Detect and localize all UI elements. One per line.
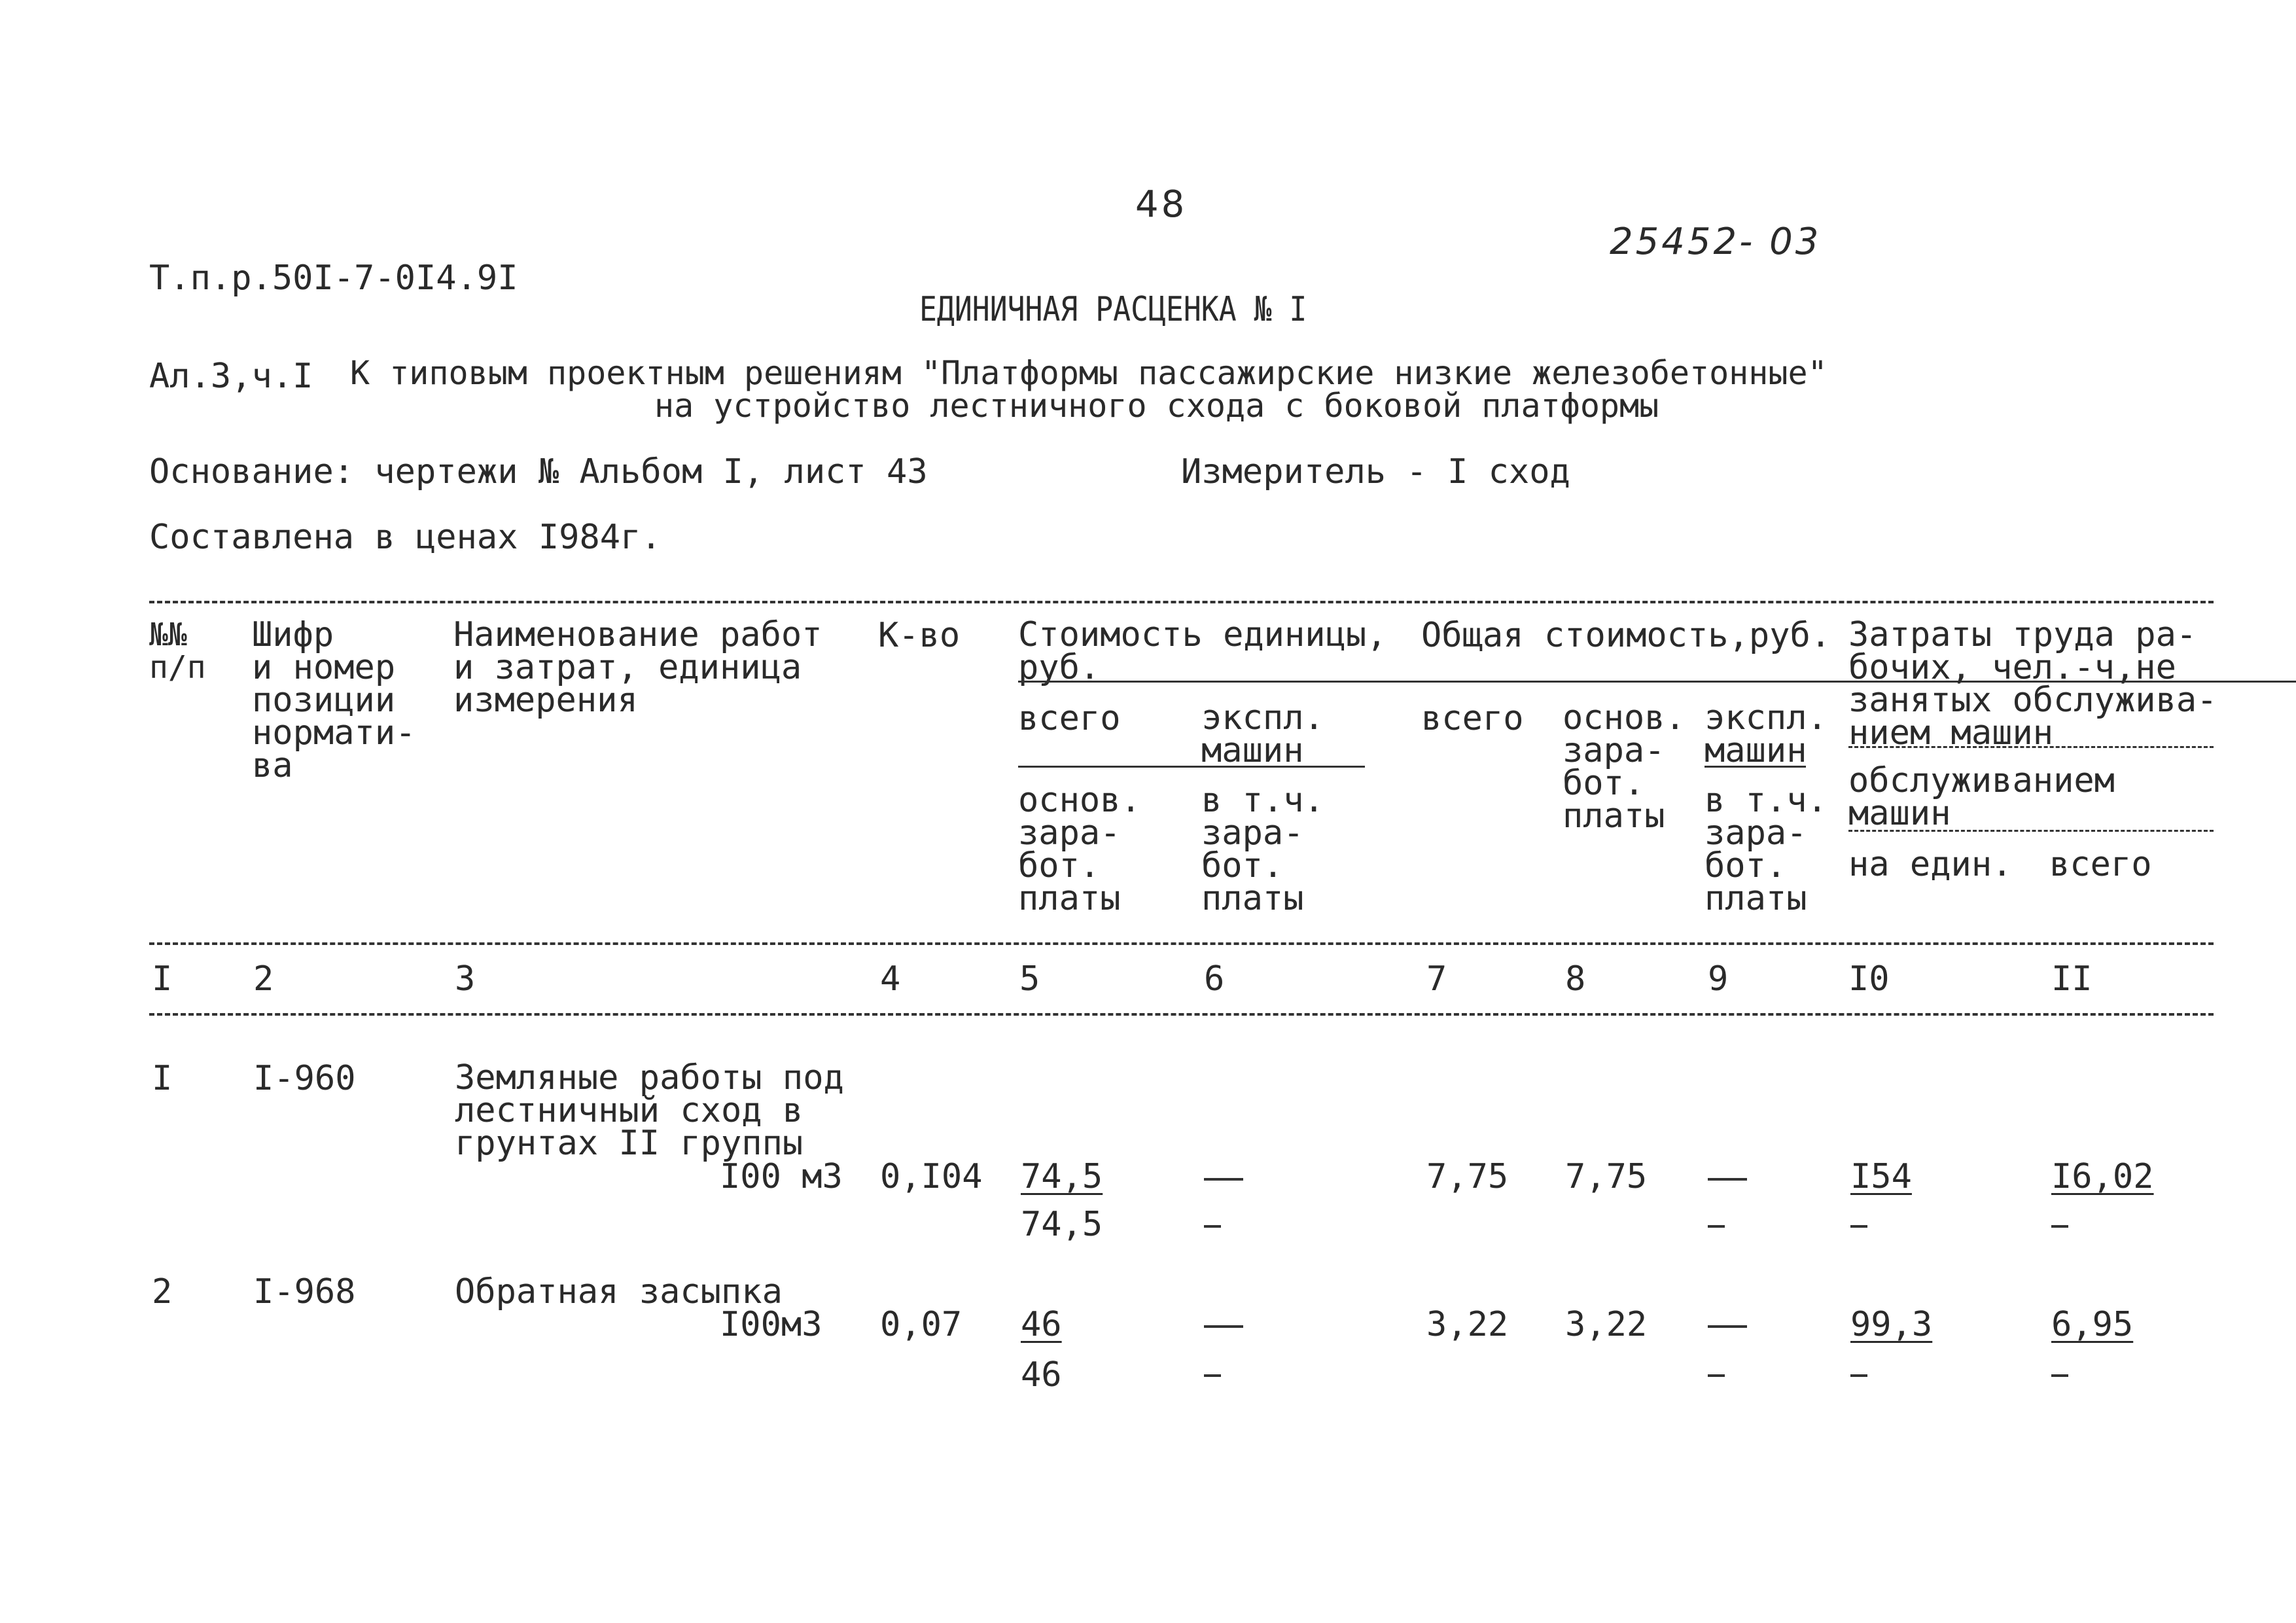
column-number: 2	[253, 959, 274, 999]
header-work-name: Наименование работ и затрат, единица измерения	[453, 615, 822, 720]
column-number: I	[152, 959, 173, 999]
doc-ref-line1: Т.п.р.50I-7-0I4.9I	[149, 259, 518, 298]
row-labor-service-dash	[1850, 1374, 1867, 1377]
header-unit-machine-wage: в т.ч. зара- бот. платы	[1201, 781, 1324, 918]
row-total-all: 7,75	[1426, 1157, 1509, 1196]
header-total-cost-group: Общая стоимость,руб.	[1421, 616, 1831, 655]
stamp-number: 25452- 03	[1610, 221, 1822, 263]
row-unit-total: 46	[1021, 1305, 1062, 1344]
row-total-machine-wage-dash	[1708, 1374, 1725, 1377]
header-labor-machine-service: обслуживанием машин	[1848, 761, 2115, 833]
row-unit-wage: 74,5	[1021, 1205, 1103, 1244]
row-unit-machine-dash	[1204, 1178, 1243, 1181]
header-unit-wage: основ. зара- бот. платы	[1018, 781, 1141, 918]
subtitle-line2: на устройство лестничного схода с боковой платформы	[654, 387, 1659, 425]
column-number: I0	[1848, 959, 1890, 999]
row-labor-per-unit: 99,3	[1850, 1305, 1933, 1344]
document-title: ЕДИНИЧНАЯ РАСЦЕНКА № I	[919, 290, 1307, 329]
table-top-rule	[149, 601, 2214, 603]
header-bottom-rule	[149, 942, 2214, 945]
row-labor-total: I6,02	[2051, 1157, 2154, 1196]
row-total-wage: 3,22	[1565, 1305, 1648, 1344]
row-number: 2	[152, 1272, 173, 1311]
row-total-machine-dash	[1708, 1178, 1747, 1181]
column-number-bottom-rule	[149, 1013, 2214, 1016]
header-labor-total: всего	[2049, 845, 2152, 884]
row-total-wage: 7,75	[1565, 1157, 1648, 1196]
header-unit-total: всего	[1018, 699, 1121, 738]
row-labor-per-unit: I54	[1850, 1157, 1912, 1196]
row-unit-machine-wage-dash	[1204, 1374, 1221, 1377]
row-unit-wage: 46	[1021, 1355, 1062, 1395]
column-number: 9	[1708, 959, 1729, 999]
header-total-machine-rule	[1704, 766, 1806, 768]
row-labor-service-total-dash	[2051, 1225, 2068, 1228]
row-quantity: 0,I04	[880, 1157, 983, 1196]
prices-text: Составлена в ценах I984г.	[149, 518, 662, 557]
row-code: I-968	[253, 1272, 356, 1311]
row-work-name: Земляные работы под лестничный сход в грунтах II группы	[455, 1058, 844, 1163]
header-quantity: К-во	[878, 616, 961, 655]
row-number: I	[152, 1059, 173, 1098]
row-labor-service-total-dash	[2051, 1374, 2068, 1377]
column-number: 3	[455, 959, 476, 999]
header-labor-per-unit: на един.	[1848, 845, 2013, 884]
doc-ref-line2: Ал.3,ч.I	[149, 357, 313, 396]
row-labor-service-dash	[1850, 1225, 1867, 1228]
row-unit: I00 м3	[720, 1157, 843, 1196]
row-code: I-960	[253, 1059, 356, 1098]
row-work-name: Обратная засыпка	[455, 1272, 783, 1311]
header-number: №№ п/п	[149, 616, 206, 686]
row-total-machine-wage-dash	[1708, 1225, 1725, 1228]
header-total-machine-wage: в т.ч. зара- бот. платы	[1704, 781, 1828, 918]
row-quantity: 0,07	[880, 1305, 963, 1344]
column-number: II	[2051, 959, 2093, 999]
subtitle-line1: К типовым проектным решениям "Платформы пассажирские низкие железобетонные"	[350, 354, 1828, 392]
header-total-machine: экспл. машин	[1704, 698, 1828, 770]
header-labor-group: Затраты труда ра- бочих, чел.-ч,не занятых обслужива- нием машин	[1848, 615, 2217, 753]
row-unit-machine-dash	[1204, 1325, 1243, 1328]
row-total-machine-dash	[1708, 1325, 1747, 1328]
header-total-wage: основ. зара- бот. платы	[1563, 698, 1686, 836]
page-number: 48	[1135, 183, 1188, 226]
row-total-all: 3,22	[1426, 1305, 1509, 1344]
header-unit-machine: экспл. машин	[1201, 698, 1324, 770]
header-labor-rule	[1848, 746, 2214, 748]
header-code: Шифр и номер позиции нормати- ва	[252, 615, 416, 785]
column-number: 8	[1565, 959, 1586, 999]
column-number: 7	[1426, 959, 1447, 999]
header-labor-service-rule	[1848, 830, 2214, 832]
basis-text: Основание: чертежи № Альбом I, лист 43	[149, 452, 928, 491]
column-number: 4	[880, 959, 901, 999]
row-labor-total: 6,95	[2051, 1305, 2134, 1344]
header-total-all: всего	[1421, 699, 1524, 738]
column-number: 6	[1204, 959, 1225, 999]
row-unit: I00м3	[720, 1305, 822, 1344]
header-unit-cost-group: Стоимость единицы, руб.	[1018, 615, 1387, 687]
header-unit-sub-rule	[1018, 766, 1365, 768]
column-number: 5	[1019, 959, 1040, 999]
meter-text: Измеритель - I сход	[1181, 452, 1570, 491]
row-unit-total: 74,5	[1021, 1157, 1103, 1196]
row-unit-machine-wage-dash	[1204, 1225, 1221, 1228]
